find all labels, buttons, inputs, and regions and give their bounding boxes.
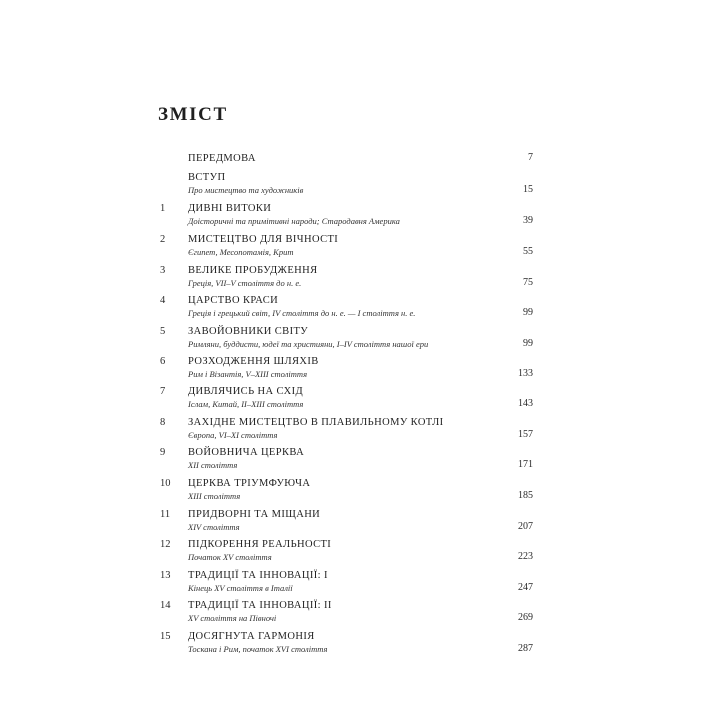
page-number: 269 <box>518 612 533 623</box>
page-number: 133 <box>518 368 533 379</box>
chapter-subtitle: Про мистецтво та художників <box>188 185 304 195</box>
chapter-subtitle: Доісторичні та примітивні народи; Стародавня Америка <box>188 216 400 226</box>
toc-entry[interactable] <box>0 385 720 415</box>
page-number: 247 <box>518 582 533 593</box>
toc-entry[interactable] <box>0 355 720 385</box>
chapter-number: 7 <box>160 386 166 397</box>
chapter-title: ДОСЯГНУТА ГАРМОНІЯ <box>188 631 315 642</box>
toc-entry[interactable] <box>0 171 720 201</box>
chapter-subtitle: Кінець XV століття в Італії <box>188 583 293 593</box>
chapter-title: ЦАРСТВО КРАСИ <box>188 295 279 306</box>
chapter-subtitle: Римляни, буддисти, юдеї та християни, I–IV століття нашої ери <box>188 339 429 349</box>
chapter-number: 6 <box>160 356 166 367</box>
page-number: 207 <box>518 521 533 532</box>
chapter-number: 12 <box>160 539 171 550</box>
page-number: 157 <box>518 429 533 440</box>
chapter-title: МИСТЕЦТВО ДЛЯ ВІЧНОСТІ <box>188 234 339 245</box>
toc-entry[interactable] <box>0 508 720 538</box>
page-number: 143 <box>518 398 533 409</box>
chapter-subtitle: Іслам, Китай, II–XIII століття <box>188 399 304 409</box>
toc-entry[interactable] <box>0 599 720 629</box>
toc-entry[interactable] <box>0 294 720 324</box>
chapter-subtitle: XV століття на Півночі <box>188 613 277 623</box>
chapter-title: ВЕЛИКЕ ПРОБУДЖЕННЯ <box>188 265 318 276</box>
chapter-number: 15 <box>160 631 171 642</box>
chapter-title: ПІДКОРЕННЯ РЕАЛЬНОСТІ <box>188 539 332 550</box>
page-number: 99 <box>523 307 533 318</box>
toc-entry[interactable] <box>0 569 720 599</box>
toc-entry[interactable] <box>0 630 720 660</box>
page-number: 55 <box>523 246 533 257</box>
page-number: 39 <box>523 215 533 226</box>
page-number: 99 <box>523 338 533 349</box>
chapter-number: 4 <box>160 295 166 306</box>
chapter-subtitle: Рим і Візантія, V–XIII століття <box>188 369 308 379</box>
toc-entry[interactable] <box>0 202 720 232</box>
chapter-number: 1 <box>160 203 166 214</box>
chapter-number: 9 <box>160 447 166 458</box>
page-number: 7 <box>528 152 533 163</box>
chapter-subtitle: Початок XV століття <box>188 552 272 562</box>
chapter-title: ЗАХІДНЕ МИСТЕЦТВО В ПЛАВИЛЬНОМУ КОТЛІ <box>188 417 444 428</box>
page-number: 171 <box>518 459 533 470</box>
toc-entry[interactable] <box>0 233 720 263</box>
chapter-title: ПЕРЕДМОВА <box>188 153 256 164</box>
page-title: ЗМІСТ <box>158 104 228 125</box>
chapter-title: РОЗХОДЖЕННЯ ШЛЯХІВ <box>188 356 319 367</box>
chapter-subtitle: Тоскана і Рим, початок XVI століття <box>188 644 328 654</box>
page-number: 75 <box>523 277 533 288</box>
chapter-title: ВОЙОВНИЧА ЦЕРКВА <box>188 447 305 458</box>
chapter-subtitle: Греція і грецький світ, IV століття до н. е. — I століття н. е. <box>188 308 416 318</box>
chapter-subtitle: XII століття <box>188 460 238 470</box>
chapter-title: ТРАДИЦІЇ ТА ІННОВАЦІЇ: I <box>188 570 328 581</box>
toc-entry[interactable] <box>0 477 720 507</box>
toc-entry[interactable] <box>0 538 720 568</box>
toc-entry[interactable] <box>0 416 720 446</box>
chapter-subtitle: XIV століття <box>188 522 240 532</box>
chapter-number: 8 <box>160 417 166 428</box>
chapter-title: ВСТУП <box>188 172 226 183</box>
chapter-number: 2 <box>160 234 166 245</box>
page-number: 223 <box>518 551 533 562</box>
chapter-number: 3 <box>160 265 166 276</box>
page-number: 287 <box>518 643 533 654</box>
toc-entry[interactable] <box>0 446 720 476</box>
chapter-subtitle: XIII століття <box>188 491 241 501</box>
chapter-title: ЗАВОЙОВНИКИ СВІТУ <box>188 326 309 337</box>
page-number: 15 <box>523 184 533 195</box>
chapter-number: 5 <box>160 326 166 337</box>
chapter-number: 11 <box>160 509 171 520</box>
chapter-subtitle: Європа, VI–XI століття <box>188 430 278 440</box>
page-number: 185 <box>518 490 533 501</box>
chapter-title: ТРАДИЦІЇ ТА ІННОВАЦІЇ: II <box>188 600 332 611</box>
chapter-title: ДИВНІ ВИТОКИ <box>188 203 272 214</box>
chapter-subtitle: Єгипет, Месопотамія, Крит <box>188 247 294 257</box>
toc-entry[interactable] <box>0 325 720 355</box>
chapter-subtitle: Греція, VII–V століття до н. е. <box>188 278 302 288</box>
chapter-number: 10 <box>160 478 171 489</box>
chapter-title: ЦЕРКВА ТРІУМФУЮЧА <box>188 478 311 489</box>
toc-entry[interactable] <box>0 264 720 294</box>
chapter-number: 13 <box>160 570 171 581</box>
chapter-title: ПРИДВОРНІ ТА МІЩАНИ <box>188 509 321 520</box>
chapter-number: 14 <box>160 600 171 611</box>
chapter-title: ДИВЛЯЧИСЬ НА СХІД <box>188 386 304 397</box>
